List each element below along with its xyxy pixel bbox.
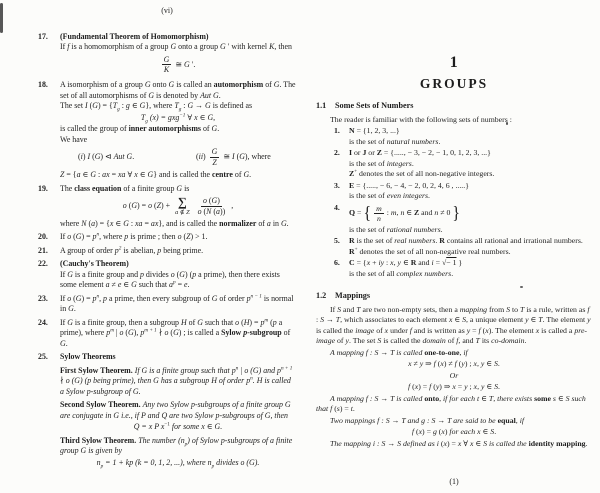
or-text: Or	[449, 370, 459, 380]
theorem-item-22	[38, 259, 296, 291]
item-body	[60, 352, 296, 469]
section-title: Some Sets of Numbers	[335, 101, 414, 110]
denominator: n	[376, 214, 381, 224]
theorem-text: where N (a) = {x ∈ G : xa = ax}, and is called the normalizer of a in G.	[60, 218, 289, 228]
one-to-one-paragraph: A mapping f : S → T is called one-to-one, if	[330, 347, 468, 357]
equal-mappings-equation: f (x) = g (x) for each x ∈ S.	[411, 427, 497, 437]
chapter-number: 1	[449, 54, 459, 71]
equation-rhs: ≅ G ′.	[175, 59, 196, 69]
set-item-3	[334, 181, 592, 202]
theorem-item-18	[38, 80, 296, 180]
section-intro: The reader is familiar with the following sets of numbers :	[330, 114, 512, 124]
mapping-definition-paragraph: If S and T are two non-empty sets, then a mapping from S to T is a rule, written as f : S → T, which associates to each element x ∈ S, a unique element y ∈ T. The element y is called the image of x under f and is written as y = f (x). The element x is called a pre-image of y. The set S is called the domain of f, and T its co-domain.	[316, 304, 591, 346]
item-number: 23.	[38, 293, 48, 303]
class-equation	[60, 196, 296, 217]
theorem-text: The set I $(G) = \{T_g$ : g ∈ G}, where $T_g$ : G → G is defined as	[60, 101, 253, 113]
set-description: is the set of all complex numbers.	[349, 268, 454, 278]
theorem-item-17	[38, 32, 296, 78]
set-item-5	[334, 236, 592, 257]
theorem-text: Z = {a ∈ G : ax = xa ∀ x ∈ G} and is called the centre of G.	[60, 170, 252, 179]
one-to-one-equation-2: f (x) = f (y) ⇒ x = y ; x, y ∈ S.	[408, 382, 500, 392]
item-number: 2.	[334, 148, 340, 157]
set-item-6	[334, 258, 592, 279]
theorem-item-23	[38, 294, 296, 315]
item-body	[60, 184, 296, 230]
fraction	[196, 196, 228, 217]
item-number: 22.	[38, 259, 48, 269]
item-body	[60, 32, 296, 78]
set-item-4	[334, 203, 592, 236]
result-ii	[196, 147, 271, 168]
identity-mapping-paragraph: The mapping i : S → S defined as i (x) = x ∀ x ∈ S is called the identity mapping.	[330, 438, 588, 448]
equation-quotient-group	[60, 55, 296, 76]
first-sylow-theorem: First Sylow Theorem. If G is a finite group such that $p^n$ | o (G) and $p^{n + 1}$ ∤ o (G) (p being prime), then G has a subgroup H of order $p^n$. H is called a Sylow p-subgroup of G.	[60, 365, 293, 396]
theorem-item-24	[38, 318, 296, 350]
one-to-one-equation-1: x ≠ y ⇒ f (x) ≠ f (y) ; x, y ∈ S.	[408, 359, 500, 369]
equation-lhs: o (G) = o (Z) +	[122, 201, 171, 211]
set-definition: C = {x + iy : x, y ∈ R and i = √− 1 }	[349, 258, 463, 268]
theorem-text: If o $(G) = p^n$, where p is prime ; then o (Z) > 1.	[60, 231, 208, 242]
theorem-item-25	[38, 352, 296, 469]
page-number-left: (vi)	[161, 6, 173, 15]
section-title: Mappings	[335, 291, 371, 301]
theorem-text: A isomorphism of a group G onto G is called an automorphism of G. The set of all automorphisms of G is denoted by Aut G.	[60, 80, 296, 100]
set-definition: R is the set of real numbers. R contains all rational and irrational numbers.	[349, 236, 583, 246]
left-brace: {	[363, 203, 372, 223]
summation	[175, 196, 189, 216]
set-item-2	[334, 148, 592, 180]
section-number: 1.1	[316, 101, 327, 110]
set-note: Z+ denotes the set of all non-negative integers.	[349, 168, 495, 178]
item-number: 24.	[38, 317, 48, 327]
set-description: is the set of rational numbers.	[349, 224, 443, 234]
set-note: R+ denotes the set of all non-negative real numbers.	[349, 246, 511, 256]
item-number: 3.	[334, 180, 340, 190]
set-item-1	[334, 126, 592, 147]
theorem-item-21	[38, 246, 296, 257]
theorem-text: The class equation of a finite group G is	[60, 183, 190, 193]
theorem-text: A group of order $p^2$ is abelian, p being prime.	[60, 245, 204, 255]
sub-results-row	[78, 147, 296, 168]
set-definition: I or J or Z = {....., − 3, − 2, − 1, 0, 1, 2, 3, ...}	[349, 148, 491, 157]
theorem-text: is called the group of inner automorphisms of G.	[60, 124, 220, 134]
section-heading-1-2	[316, 291, 592, 302]
result-i: (i) I (G) ⊲ Aut G.	[78, 152, 135, 162]
theorem-text: If o $(G) = p^n$, p a prime, then every subgroup of G of order $p^{n - 1}$ is normal in G.	[60, 293, 294, 314]
sigma-limits: a ∉ Z	[175, 208, 190, 216]
denominator: Z	[212, 158, 217, 168]
equation-inner-automorphism: $T_g$ (x) = gxg$^{-1}$ ∀ x ∈ G,	[140, 112, 216, 125]
scan-smudge	[0, 3, 3, 33]
section-heading-1-1	[316, 101, 592, 112]
result-ii-label: (ii)	[196, 152, 206, 162]
second-sylow-theorem: Second Sylow Theorem. Any two Sylow p-subgroups of a finite group G are conjugate in G i.e., if P and Q are two Sylow p-subgroups of G, then	[60, 400, 291, 420]
set-lhs: Q =	[349, 208, 362, 218]
item-number: 6.	[334, 258, 340, 268]
item-body	[60, 80, 296, 180]
numerator: m	[376, 203, 382, 213]
theorem-text: If G is a finite group, then a subgroup H of G such that o $(H) = p^m$ (p a prime), where $p^m$ | o (G), $p^{m + 1}$ ∤ o (G) ; is called a Sylow p-subgroup of G.	[60, 317, 291, 348]
conjugate-equation: Q = x P $x^{-1}$ for some x ∈ G.	[133, 421, 223, 432]
item-number: 25.	[38, 352, 48, 362]
item-number: 18.	[38, 80, 48, 90]
numerator: G	[163, 54, 170, 64]
item-number: 20.	[38, 232, 48, 242]
set-condition: : m, n ∈ Z and n ≠ 0	[386, 208, 451, 218]
fraction	[162, 55, 172, 76]
result-ii-rhs: ≅ I (G), where	[223, 152, 271, 162]
rational-set-definition	[349, 204, 592, 224]
fraction	[374, 204, 384, 224]
theorem-title: Sylow Theorems	[60, 352, 116, 362]
right-brace: }	[452, 203, 461, 223]
equal-mappings-paragraph: Two mappings f : S → T and g : S → T are said to be equal, if	[330, 415, 525, 425]
set-description: is the set of natural numbers.	[349, 136, 441, 146]
theorem-title: (Fundamental Theorem of Homomorphism)	[60, 31, 209, 41]
set-description: is the set of even integers.	[349, 191, 430, 200]
item-number: 21.	[38, 245, 48, 255]
sigma-symbol: ∑	[177, 195, 187, 210]
theorem-text: If f is a homomorphism of a group G onto a group G ′ with kernel K, then	[60, 42, 292, 51]
numerator: G	[211, 147, 218, 157]
theorem-text: We have	[60, 134, 88, 144]
theorem-item-20	[38, 232, 296, 243]
denominator: K	[163, 65, 170, 75]
equation-tail: ,	[231, 201, 234, 211]
theorem-item-19	[38, 184, 296, 230]
item-body	[60, 259, 296, 291]
item-number: 4.	[334, 202, 340, 212]
right-page	[316, 0, 592, 450]
set-definition: E = {....., − 6, − 4, − 2, 0, 2, 4, 6 , .....}	[349, 180, 469, 190]
left-page	[38, 6, 296, 472]
section-number: 1.2	[316, 291, 327, 301]
numerator: o (G)	[202, 196, 220, 205]
page-number-right: (1)	[449, 477, 459, 486]
item-number: 1.	[334, 126, 340, 135]
fraction	[210, 147, 220, 168]
set-definition: N = {1, 2, 3, ...}	[349, 126, 400, 135]
denominator: o (N (a))	[197, 206, 226, 216]
np-equation: $n_p = 1$ + kp (k = 0, 1, 2, ...), where $n_p$ divides o (G).	[96, 457, 260, 470]
theorem-title: (Cauchy's Theorem)	[60, 259, 129, 269]
item-number: 19.	[38, 183, 48, 193]
item-number: 17.	[38, 31, 48, 41]
chapter-title: GROUPS	[419, 75, 489, 91]
theorem-text: If G is a finite group and p divides o (G) (p a prime), then there exists some element a ≠ e ∈ G such that $a^p = e$.	[60, 269, 280, 290]
set-description: is the set of integers.	[349, 158, 414, 168]
third-sylow-theorem: Third Sylow Theorem. The number $(n_p)$ of Sylow p-subgroups of a finite group G is given by	[60, 435, 293, 456]
onto-paragraph: A mapping f : S → T is called onto, if for each t ∈ T, there exists some s ∈ S such that f (s) = t.	[316, 393, 586, 414]
item-number: 5.	[334, 236, 340, 246]
